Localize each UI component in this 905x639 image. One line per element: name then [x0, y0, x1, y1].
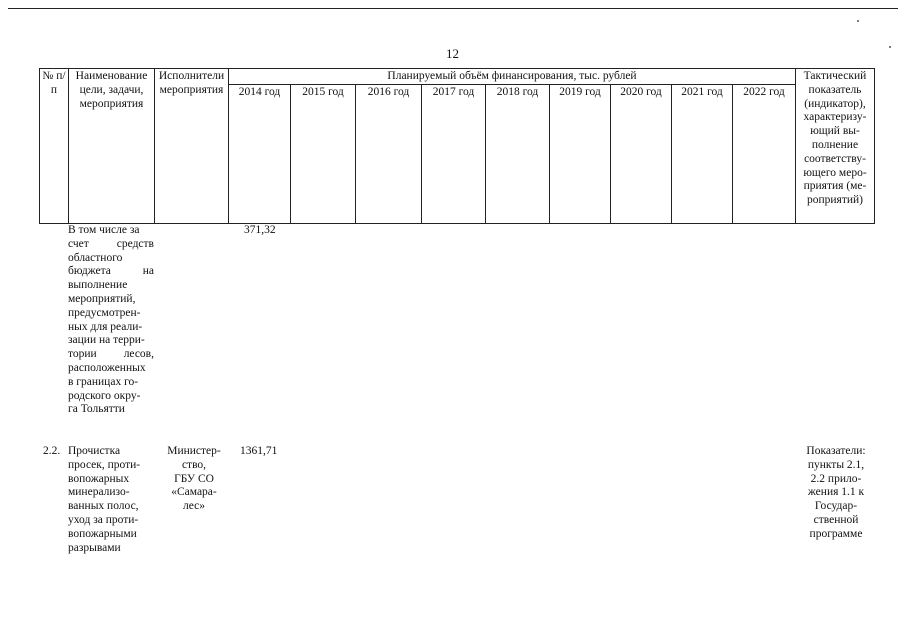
- row-2-value-2014: 1361,71: [240, 445, 278, 457]
- row-1-name-line: областного: [68, 251, 123, 264]
- header-year: 2022 год: [733, 84, 796, 223]
- row-2-num: 2.2.: [43, 445, 61, 457]
- header-name: Наименование цели, задачи, мероприятия: [69, 69, 155, 224]
- row-2-executors-line: ство,: [181, 458, 207, 471]
- row-2-name-line: минерализо-: [68, 486, 130, 499]
- header-year: 2016 год: [356, 84, 422, 223]
- row-2-indicator: [796, 445, 876, 542]
- header-year: 2020 год: [611, 84, 672, 223]
- row-2-executors: [157, 445, 231, 514]
- row-1-name-line: тории лесов,: [68, 348, 154, 361]
- row-2-indicator-line: программе: [809, 527, 863, 540]
- header-year: 2019 год: [550, 84, 611, 223]
- scan-speck: [857, 20, 859, 22]
- header-executors: Исполнители мероприятия: [155, 69, 229, 224]
- header-year: 2014 год: [229, 84, 291, 223]
- row-1-name-line: ных для реали-: [68, 320, 143, 333]
- funding-table-header: [39, 68, 875, 224]
- row-1-name-line: га Тольятти: [68, 403, 125, 416]
- row-2-indicator-line: жения 1.1 к: [807, 486, 865, 499]
- header-year: 2018 год: [486, 84, 550, 223]
- row-2-name-line: Прочистка: [68, 445, 121, 457]
- row-2-name-line: уход за проти-: [68, 513, 139, 526]
- row-1-name-line: зации на терри-: [68, 334, 145, 347]
- header-funding: Планируемый объём финансирования, тыс. рублей: [229, 69, 796, 85]
- row-2-name-line: просек, проти-: [68, 458, 141, 471]
- row-2-indicator-line: Государ-: [814, 500, 858, 513]
- row-1-name-line: родского окру-: [68, 389, 141, 402]
- row-2-name-line: вопожарными: [68, 527, 137, 540]
- row-1-name-line: счет средств: [68, 237, 154, 250]
- row-2-indicator-line: пункты 2.1,: [807, 458, 865, 471]
- row-2-name: [68, 445, 154, 555]
- row-2-executors-line: ГБУ СО: [174, 472, 214, 485]
- row-2-executors-line: лес»: [183, 500, 205, 513]
- row-1-name-line: в границах го-: [68, 375, 139, 388]
- row-2-indicator-line: Показатели:: [806, 445, 866, 457]
- row-1-name-line: расположенных: [68, 361, 146, 374]
- header-year: 2017 год: [422, 84, 486, 223]
- page-number: 12: [446, 46, 459, 61]
- header-num: № п/п: [40, 69, 69, 224]
- row-1-name-line: мероприятий,: [68, 292, 136, 305]
- row-1-name-line: В том числе за: [68, 224, 140, 236]
- header-year: 2015 год: [291, 84, 356, 223]
- row-1-name-line: выполнение: [68, 279, 128, 292]
- row-2-name-line: ванных полос,: [68, 500, 139, 513]
- top-rule: [8, 8, 898, 9]
- row-1-name: [68, 224, 154, 417]
- row-2-name-line: вопожарных: [68, 472, 130, 485]
- row-1-name-line: бюджета на: [68, 265, 154, 278]
- row-2-executors-line: «Самара-: [171, 486, 217, 499]
- header-indicator: Тактический показатель (индикатор), характеризу-ющий вы-полнение соответству-ющего меро-приятия (ме-роприятий): [796, 69, 875, 224]
- row-2-executors-line: Министер-: [167, 445, 221, 457]
- row-2-name-line: разрывами: [68, 541, 121, 554]
- row-1-value-2014: 371,32: [244, 224, 276, 236]
- row-1-name-line: предусмотрен-: [68, 306, 141, 319]
- row-2-indicator-line: 2.2 прило-: [810, 472, 862, 485]
- header-year: 2021 год: [672, 84, 733, 223]
- scan-speck: [889, 46, 891, 48]
- row-2-indicator-line: ственной: [813, 513, 859, 526]
